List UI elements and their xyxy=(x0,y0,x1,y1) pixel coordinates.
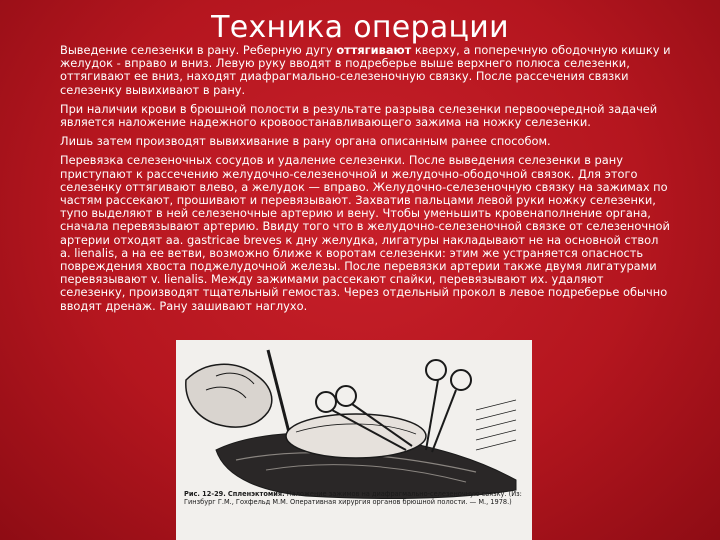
slide-body-text xyxy=(60,44,672,319)
paragraph-spleen-exteriorization xyxy=(60,44,672,97)
paragraph-vessel-ligation: Перевязка селезеночных сосудов и удаление селезенки. После выведения селезенки в рану приступают к рассечению желудочно-селезеночной и желудочно-ободочной связок. Для этого селезенку оттягивают влево, а желудок — вправо. Желудочно-селезеночную связку на зажимах по частям рассекают, прошивают и перевязывают. Захватив пальцами левой руки ножку селезенки, тупо выделяют в ней селезеночные артерию и вену. Чтобы уменьшить кровенаполнение органа, сначала перевязывают артерию. Ввиду того что в желудочно-селезеночной связке от селезеночной артерии отходят аа. gastricae breves к дну желудка, лигатуры накладывают не на основной ствол а. lienalis, а на ее ветви, возможно ближе к воротам селезенки: этим же устраняется опасность повреждения хвоста поджелудочной железы. После перевязки артерии также двумя лигатурами перевязывают v. lienalis. Между зажимами рассекают спайки, перевязывают их. удаляют селезенку, производят тщательный гемостаз. Через отдельный прокол в левое подреберье обычно вводят дренаж. Рану зашивают наглухо. xyxy=(60,153,670,313)
spleen-drawing xyxy=(286,414,426,458)
figure-caption xyxy=(184,490,524,507)
paragraph-bleeding-clamp: При наличии крови в брюшной полости в результате разрыва селезенки первоочередной задачей является наложение надежного кровоостанавливающего зажима на ножку селезенки. xyxy=(60,101,658,130)
surgery-illustration xyxy=(176,340,532,540)
paragraph-1-bold-word: оттягивают xyxy=(336,43,412,57)
slide-title: Техника операции xyxy=(211,10,509,45)
splenectomy-drawing xyxy=(176,340,532,540)
figure-caption-text: Наложение зажимов на диафрагмально-селезеночную связку. (Из: Гинзбург Г.М., Гохфельд М.М. Оперативная хирургия органов брюшной полости. — М., 1978.) xyxy=(184,490,522,507)
paragraph-1-part-a: Выведение селезенки в рану. Реберную дугу xyxy=(60,43,337,57)
paragraph-1-part-b: кверху, а поперечную ободочную кишку и желудок - вправо и вниз. Левую руку вводят в подреберье выше верхнего полюса селезенки, оттягивают ее вниз, находят диафрагмально-селезеночную связку. После рассечения связки селезенку вывихивают в рану. xyxy=(60,43,671,97)
paragraph-dislocation: Лишь затем производят вывихивание в рану органа описанным ранее способом. xyxy=(60,134,551,149)
hand-drawing xyxy=(186,364,272,427)
figure-caption-label: Рис. 12-29. xyxy=(184,490,226,498)
figure-caption-title: Спленэктомия. xyxy=(227,490,285,498)
